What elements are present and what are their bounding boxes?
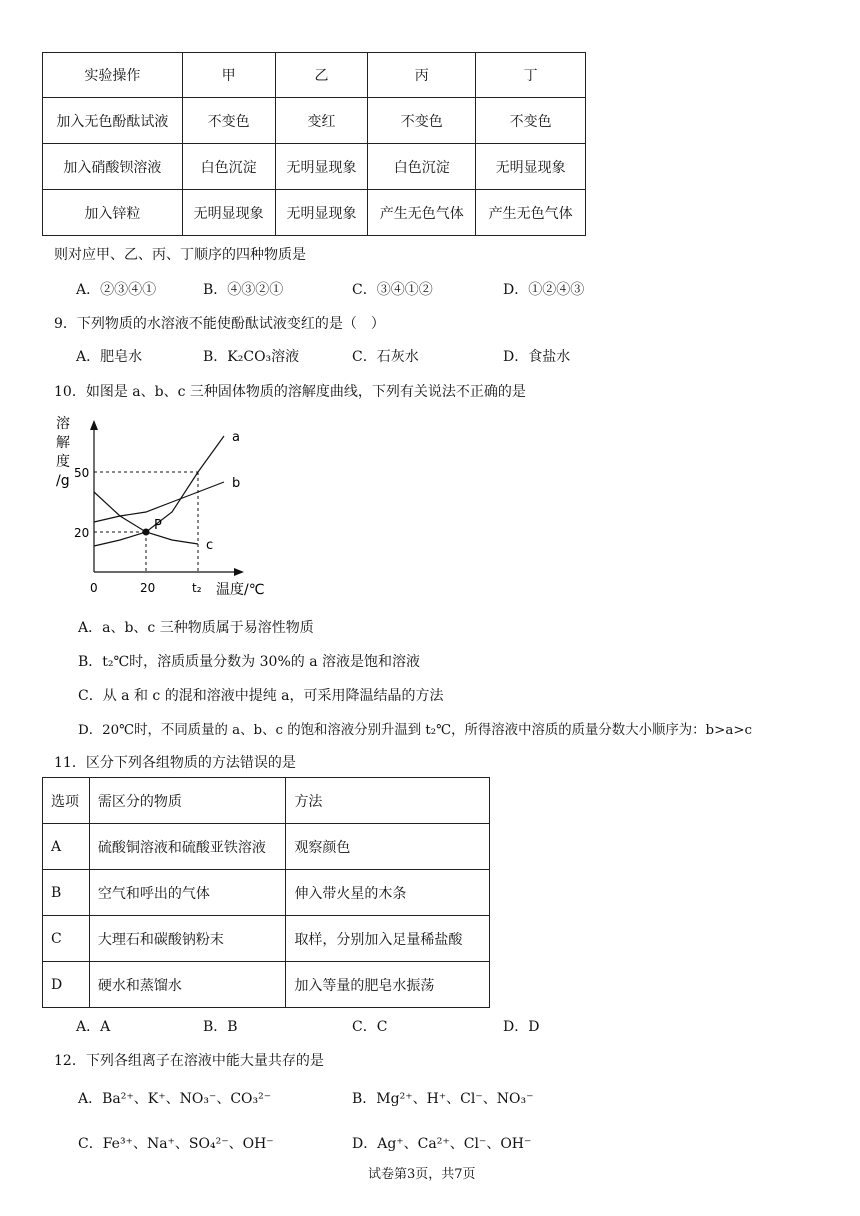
q9-option-d: D．食盐水 bbox=[503, 349, 571, 365]
table-cell: 空气和呼出的气体 bbox=[89, 870, 286, 916]
q11-table bbox=[42, 777, 490, 1008]
table-row bbox=[43, 870, 490, 916]
table-cell: 取样，分别加入足量稀盐酸 bbox=[286, 916, 490, 962]
table-cell: A bbox=[43, 824, 90, 870]
q12-option-c: C．Fe³⁺、Na⁺、SO₄²⁻、OH⁻ bbox=[78, 1136, 274, 1152]
y-axis-arrow bbox=[90, 420, 98, 430]
table-cell: 伸入带火星的木条 bbox=[286, 870, 490, 916]
table-cell: 实验操作 bbox=[43, 53, 183, 98]
q8-stem-tail: 则对应甲、乙、丙、丁顺序的四种物质是 bbox=[54, 247, 306, 263]
table-cell: 乙 bbox=[275, 53, 368, 98]
x-tick-label: t₂ bbox=[192, 581, 202, 595]
q8-option-b: B．④③②① bbox=[203, 282, 284, 298]
q12-option-a: A．Ba²⁺、K⁺、NO₃⁻、CO₃²⁻ bbox=[78, 1091, 272, 1107]
y-axis-label: 解 bbox=[56, 435, 70, 451]
q11-option-b: B．B bbox=[203, 1019, 238, 1035]
table-cell: D bbox=[43, 962, 90, 1008]
q8-option-c: C．③④①② bbox=[352, 282, 433, 298]
x-axis-arrow bbox=[234, 568, 244, 576]
q9-option-b: B．K₂CO₃溶液 bbox=[203, 349, 300, 365]
table-cell: B bbox=[43, 870, 90, 916]
page-footer: 试卷第3页，共7页 bbox=[368, 1167, 476, 1182]
table-cell: 大理石和碳酸钠粉末 bbox=[89, 916, 286, 962]
point-p bbox=[143, 529, 150, 536]
y-tick-label: 20 bbox=[74, 526, 90, 540]
q11-option-c: C．C bbox=[352, 1019, 388, 1035]
q9-option-a: A．肥皂水 bbox=[76, 349, 143, 365]
table-cell: 白色沉淀 bbox=[182, 144, 275, 190]
x-tick-label: 20 bbox=[140, 581, 156, 595]
table-cell: 不变色 bbox=[476, 98, 586, 144]
table-cell: 需区分的物质 bbox=[89, 778, 286, 824]
table-cell: 甲 bbox=[182, 53, 275, 98]
q10-option-c: C．从 a 和 c 的混和溶液中提纯 a，可采用降温结晶的方法 bbox=[78, 688, 444, 704]
q11-option-d: D．D bbox=[503, 1019, 540, 1035]
table-cell: 产生无色气体 bbox=[368, 190, 476, 236]
q11-table-header bbox=[43, 778, 490, 824]
table-cell: 丁 bbox=[476, 53, 586, 98]
y-axis-label: /g bbox=[56, 473, 70, 489]
q12-option-d: D．Ag⁺、Ca²⁺、Cl⁻、OH⁻ bbox=[352, 1136, 532, 1152]
table-cell: 硫酸铜溶液和硫酸亚铁溶液 bbox=[89, 824, 286, 870]
q8-table-header bbox=[43, 53, 586, 98]
table-cell: 方法 bbox=[286, 778, 490, 824]
table-cell: 不变色 bbox=[368, 98, 476, 144]
table-row bbox=[43, 824, 490, 870]
table-row bbox=[43, 144, 586, 190]
table-cell: 不变色 bbox=[182, 98, 275, 144]
y-axis-label: 度 bbox=[56, 454, 70, 470]
table-cell: 无明显现象 bbox=[182, 190, 275, 236]
x-tick-label: 0 bbox=[90, 581, 98, 595]
table-row bbox=[43, 916, 490, 962]
q11-option-a: A．A bbox=[76, 1019, 111, 1035]
table-row bbox=[43, 98, 586, 144]
q10-option-b: B．t₂℃时，溶质质量分数为 30%的 a 溶液是饱和溶液 bbox=[78, 654, 421, 670]
table-cell: 无明显现象 bbox=[476, 144, 586, 190]
solubility-chart bbox=[50, 410, 270, 605]
curve-label-b: b bbox=[232, 476, 241, 491]
q8-option-d: D．①②④③ bbox=[503, 282, 585, 298]
table-row bbox=[43, 962, 490, 1008]
table-cell: 加入硝酸钡溶液 bbox=[43, 144, 183, 190]
table-cell: 观察颜色 bbox=[286, 824, 490, 870]
table-cell: 无明显现象 bbox=[275, 190, 368, 236]
x-axis-label: 温度/℃ bbox=[216, 582, 265, 598]
table-cell: 白色沉淀 bbox=[368, 144, 476, 190]
curve-b bbox=[94, 482, 224, 522]
table-row bbox=[43, 190, 586, 236]
table-cell: 无明显现象 bbox=[275, 144, 368, 190]
point-p-label: P bbox=[154, 518, 162, 533]
q10-stem: 10．如图是 a、b、c 三种固体物质的溶解度曲线，下列有关说法不正确的是 bbox=[54, 384, 526, 400]
q11-stem: 11．区分下列各组物质的方法错误的是 bbox=[54, 755, 296, 771]
y-tick-label: 50 bbox=[74, 466, 90, 480]
curve-label-a: a bbox=[232, 430, 240, 445]
table-cell: 产生无色气体 bbox=[476, 190, 586, 236]
q9-option-c: C．石灰水 bbox=[352, 349, 419, 365]
q8-option-a: A．②③④① bbox=[76, 282, 157, 298]
q8-table bbox=[42, 52, 586, 236]
table-cell: 丙 bbox=[368, 53, 476, 98]
table-cell: 加入等量的肥皂水振荡 bbox=[286, 962, 490, 1008]
q12-option-b: B．Mg²⁺、H⁺、Cl⁻、NO₃⁻ bbox=[352, 1091, 534, 1107]
q12-stem: 12．下列各组离子在溶液中能大量共存的是 bbox=[54, 1053, 324, 1069]
curve-label-c: c bbox=[206, 538, 214, 553]
table-cell: 加入无色酚酞试液 bbox=[43, 98, 183, 144]
q10-option-d: D．20℃时，不同质量的 a、b、c 的饱和溶液分别升温到 t₂℃，所得溶液中溶质的质量分数大小顺序为：b>a>c bbox=[78, 723, 753, 738]
table-cell: 硬水和蒸馏水 bbox=[89, 962, 286, 1008]
table-cell: C bbox=[43, 916, 90, 962]
table-cell: 选项 bbox=[43, 778, 90, 824]
y-axis-label: 溶 bbox=[56, 416, 70, 432]
table-cell: 加入锌粒 bbox=[43, 190, 183, 236]
q9-stem: 9．下列物质的水溶液不能使酚酞试液变红的是（ ） bbox=[54, 316, 385, 332]
table-cell: 变红 bbox=[275, 98, 368, 144]
q10-option-a: A．a、b、c 三种物质属于易溶性物质 bbox=[78, 620, 314, 636]
